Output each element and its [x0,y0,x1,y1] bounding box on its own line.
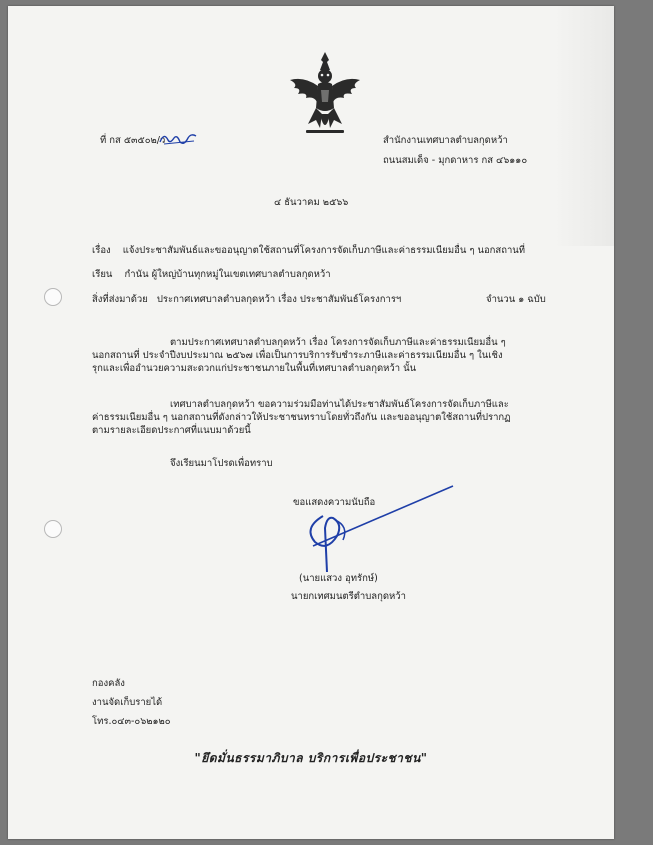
subject-label: เรื่อง [92,245,111,256]
enclosure-text: ประกาศเทศบาลตำบลกุดหว้า เรื่อง ประชาสัมพันธ์โครงการฯ [156,294,402,305]
body-paragraph-2: เทศบาลตำบลกุดหว้า ขอความร่วมมือท่านได้ประชาสัมพันธ์โครงการจัดเก็บภาษีและค่าธรรมเนียมอื่น ๆ นอกสถานที่ดังกล่าวให้ประชาชนทราบโดยทั่วถึงกัน และขออนุญาตใช้สถานที่ปรากฏตามรายละเอียดประกาศที่แนบมาด้วยนี้ [92,399,511,436]
reference-number: ที่ กส ๕๓๕๐๒/ว [100,135,166,146]
punch-hole-bottom [44,520,62,538]
enclosure-line [92,293,401,306]
signer-position: นายกเทศมนตรีตำบลกุดหว้า [291,591,406,602]
motto-slogan: "ยึดมั่นธรรมาภิบาล บริการเพื่อประชาชน" [194,751,428,765]
enclosure-count: จำนวน ๑ ฉบับ [486,294,546,305]
subject-line [92,244,525,257]
letter-page [8,6,614,839]
recipient-line [92,268,331,281]
footer-division: กองคลัง [92,678,125,689]
body-paragraph-3: จึงเรียนมาโปรดเพื่อทราบ [170,458,273,469]
subject-text: แจ้งประชาสัมพันธ์และขออนุญาตใช้สถานที่โครงการจัดเก็บภาษีและค่าธรรมเนียมอื่น ๆ นอกสถานที่ [122,245,526,256]
recipient-text: กำนัน ผู้ใหญ่บ้านทุกหมู่ในเขตเทศบาลตำบลกุดหว้า [124,269,331,280]
handwritten-signature [293,476,463,576]
footer-unit: งานจัดเก็บรายได้ [92,697,163,708]
punch-hole-top [44,288,62,306]
garuda-emblem-icon [286,50,364,138]
office-address-line2: ถนนสมเด็จ - มุกดาหาร กส ๔๖๑๑๐ [383,155,528,166]
signer-name: (นายแสวง อุทรักษ์) [299,573,378,584]
recipient-label: เรียน [92,269,113,280]
enclosure-label: สิ่งที่ส่งมาด้วย [92,294,148,305]
footer-phone: โทร.๐๔๓-๐๖๒๑๒๐ [92,716,171,727]
letter-date: ๔ ธันวาคม ๒๕๖๖ [274,197,349,208]
body-paragraph-1: ตามประกาศเทศบาลตำบลกุดหว้า เรื่อง โครงการจัดเก็บภาษีและค่าธรรมเนียมอื่น ๆ นอกสถานที่ ประจำปีงบประมาณ ๒๕๖๗ เพื่อเป็นการบริการรับชำระภาษีและค่าธรรมเนียมอื่น ๆ ในเชิงรุกและเพื่ออำนวยความสะดวกแก่ประชาชนภายในพื้นที่เทศบาลตำบลกุดหว้า นั้น [92,337,506,374]
page-shadow [554,6,614,246]
office-address-line1: สำนักงานเทศบาลตำบลกุดหว้า [383,135,508,146]
handwritten-number-signature [158,130,198,148]
closing-text: ขอแสดงความนับถือ [293,497,376,508]
